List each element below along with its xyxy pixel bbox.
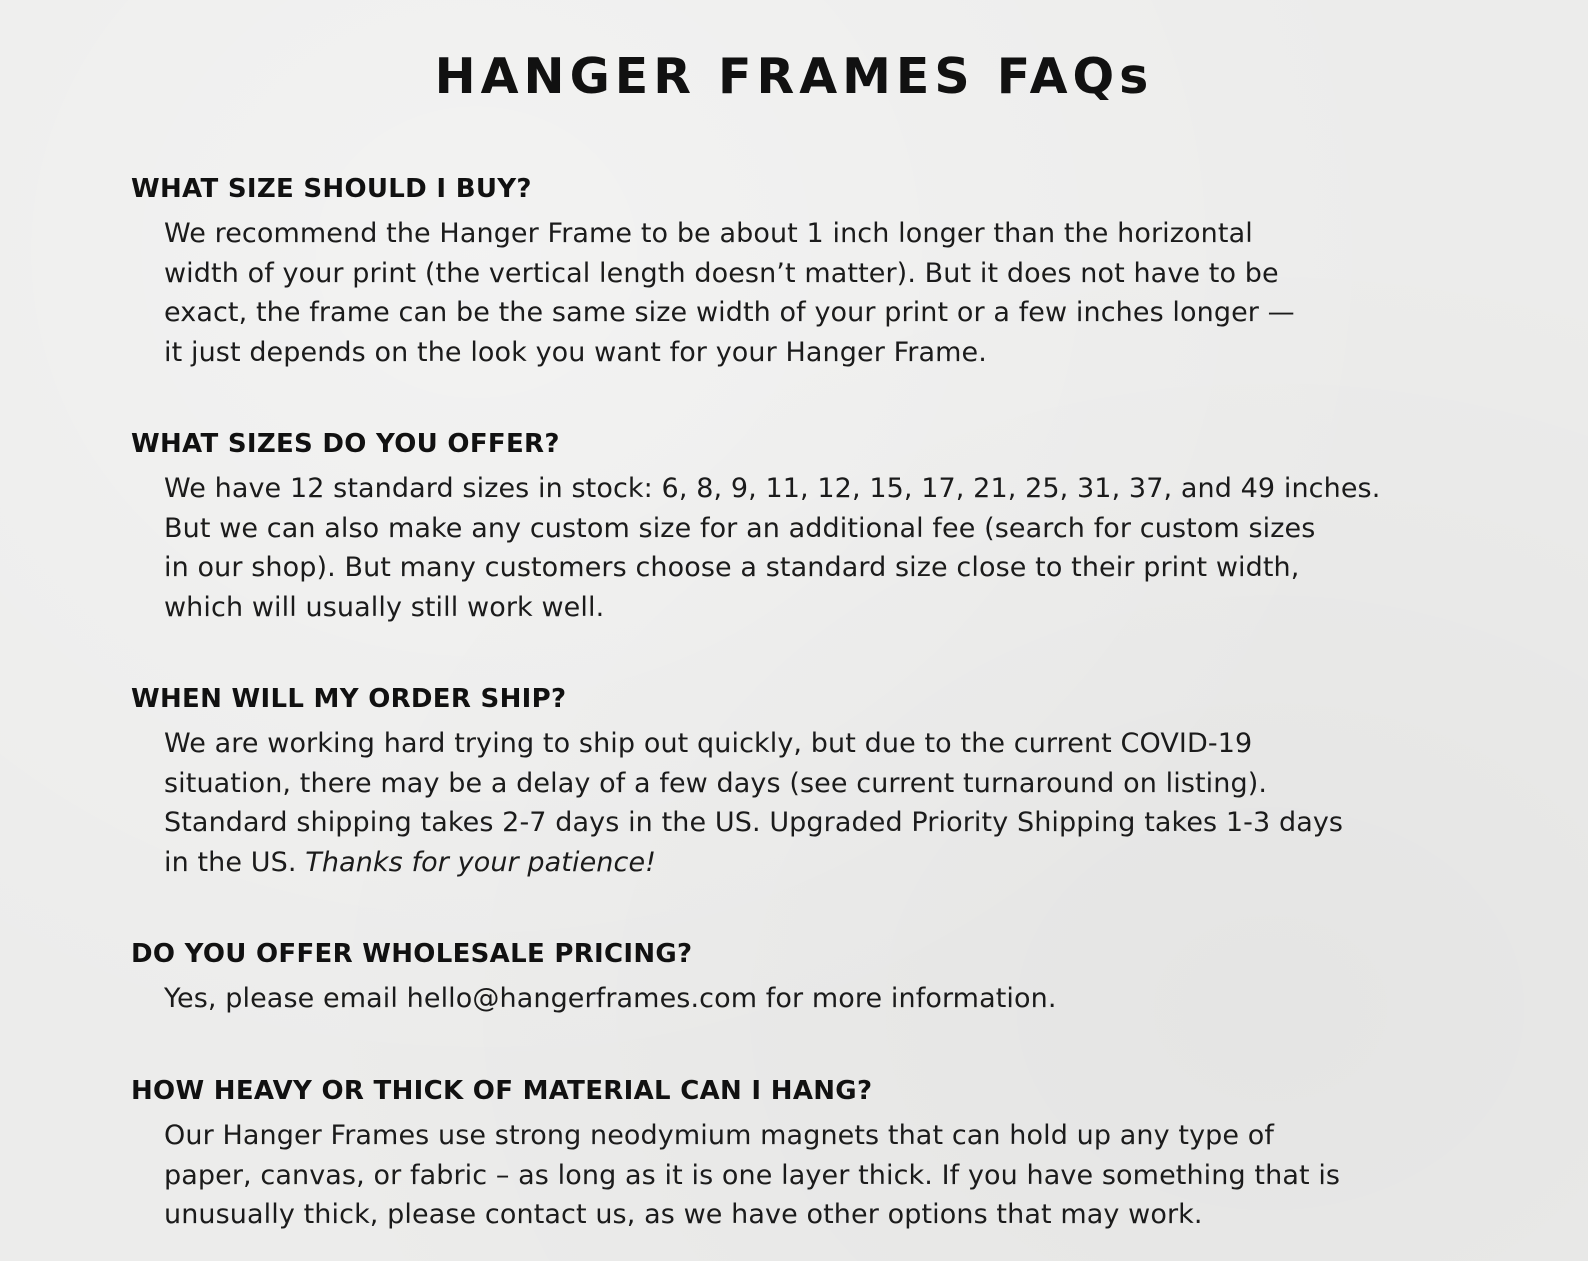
answer-emphasis: Thanks for your patience! bbox=[305, 846, 657, 878]
answer-line: which will usually still work well. bbox=[164, 591, 605, 623]
faq-answer bbox=[164, 1116, 1551, 1235]
answer-line: We are working hard trying to ship out quickly, but due to the current COVID-19 bbox=[164, 728, 1253, 759]
answer-line: We have 12 standard sizes in stock: 6, 8, 9, 11, 12, 15, 17, 21, 25, 31, 37, and 49 inches. bbox=[164, 473, 1381, 504]
answer-line: Yes, please email hello@hangerframes.com for more information. bbox=[164, 983, 1057, 1014]
answer-line: exact, the frame can be the same size width of your print or a few inches longer — bbox=[164, 297, 1295, 328]
faq-item-material-thickness bbox=[131, 1074, 1551, 1235]
faq-question: WHAT SIZES DO YOU OFFER? bbox=[131, 429, 560, 459]
answer-text: in the US. bbox=[164, 846, 297, 878]
faq-answer bbox=[164, 214, 1551, 372]
faq-answer bbox=[164, 469, 1551, 627]
answer-line: Our Hanger Frames use strong neodymium magnets that can hold up any type of bbox=[164, 1120, 1275, 1151]
faq-question: WHEN WILL MY ORDER SHIP? bbox=[131, 684, 567, 714]
answer-line: in our shop). But many customers choose a standard size close to their print width, bbox=[164, 552, 1300, 583]
faq-item-wholesale bbox=[131, 937, 1551, 1019]
page-title: HANGER FRAMES FAQs bbox=[434, 48, 1154, 105]
faq-answer bbox=[164, 724, 1551, 882]
faq-question: DO YOU OFFER WHOLESALE PRICING? bbox=[131, 939, 693, 969]
faq-item-size-to-buy bbox=[131, 172, 1551, 372]
answer-line: width of your print (the vertical length doesn’t matter). But it does not have to be bbox=[164, 257, 1279, 289]
answer-line: Standard shipping takes 2-7 days in the US. Upgraded Priority Shipping takes 1-3 days bbox=[164, 807, 1344, 838]
faq-question: WHAT SIZE SHOULD I BUY? bbox=[131, 174, 532, 204]
answer-line: paper, canvas, or fabric – as long as it is one layer thick. If you have something that is bbox=[164, 1159, 1341, 1191]
answer-line bbox=[164, 843, 1551, 883]
answer-line: unusually thick, please contact us, as we have other options that may work. bbox=[164, 1199, 1203, 1230]
faq-item-sizes-offered bbox=[131, 427, 1551, 627]
faq-item-shipping bbox=[131, 682, 1551, 882]
faq-answer bbox=[164, 979, 1551, 1019]
faq-question: HOW HEAVY OR THICK OF MATERIAL CAN I HANG? bbox=[131, 1076, 873, 1106]
answer-line: situation, there may be a delay of a few days (see current turnaround on listing). bbox=[164, 767, 1268, 799]
answer-line: We recommend the Hanger Frame to be about 1 inch longer than the horizontal bbox=[164, 218, 1253, 249]
answer-line: But we can also make any custom size for an additional fee (search for custom sizes bbox=[164, 512, 1316, 544]
answer-line: it just depends on the look you want for your Hanger Frame. bbox=[164, 336, 987, 368]
